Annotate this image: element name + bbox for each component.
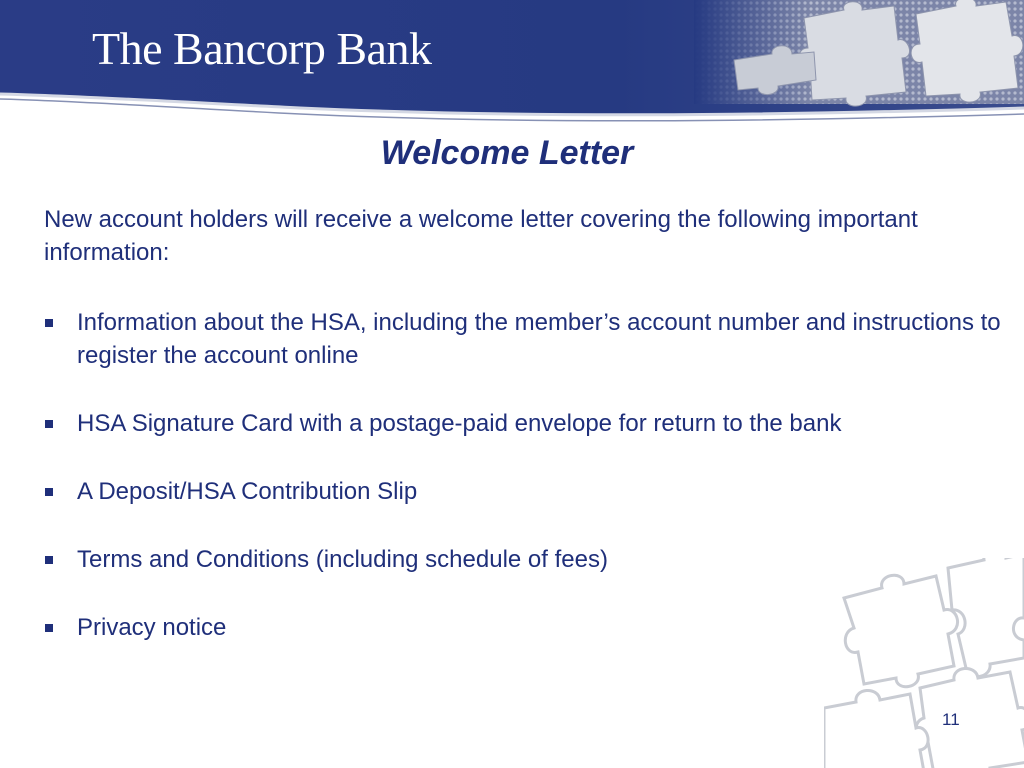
bullet-list <box>44 306 1004 644</box>
bullet-item <box>44 407 1004 440</box>
square-bullet-icon <box>45 420 53 428</box>
bullet-item <box>44 475 1004 508</box>
square-bullet-icon <box>45 319 53 327</box>
bank-logo: The Bancorp Bank <box>92 23 432 74</box>
bullet-text: Information about the HSA, including the member’s account number and instructions to register the account online <box>77 309 1001 369</box>
page-number: 11 <box>942 710 960 729</box>
square-bullet-icon <box>45 556 53 564</box>
bullet-text: HSA Signature Card with a postage-paid envelope for return to the bank <box>77 410 842 437</box>
slide-title: Welcome Letter <box>380 134 634 172</box>
bullet-text: A Deposit/HSA Contribution Slip <box>77 478 418 505</box>
bullet-item <box>44 306 1004 372</box>
square-bullet-icon <box>45 488 53 496</box>
bullet-text: Terms and Conditions (including schedule of fees) <box>77 546 608 573</box>
intro-paragraph: New account holders will receive a welcome letter covering the following important information: <box>44 206 918 266</box>
bullet-item <box>44 611 1004 644</box>
puzzle-pieces-top-image <box>694 0 1024 110</box>
square-bullet-icon <box>45 624 53 632</box>
bullet-item <box>44 543 1004 576</box>
bullet-text: Privacy notice <box>77 614 227 641</box>
